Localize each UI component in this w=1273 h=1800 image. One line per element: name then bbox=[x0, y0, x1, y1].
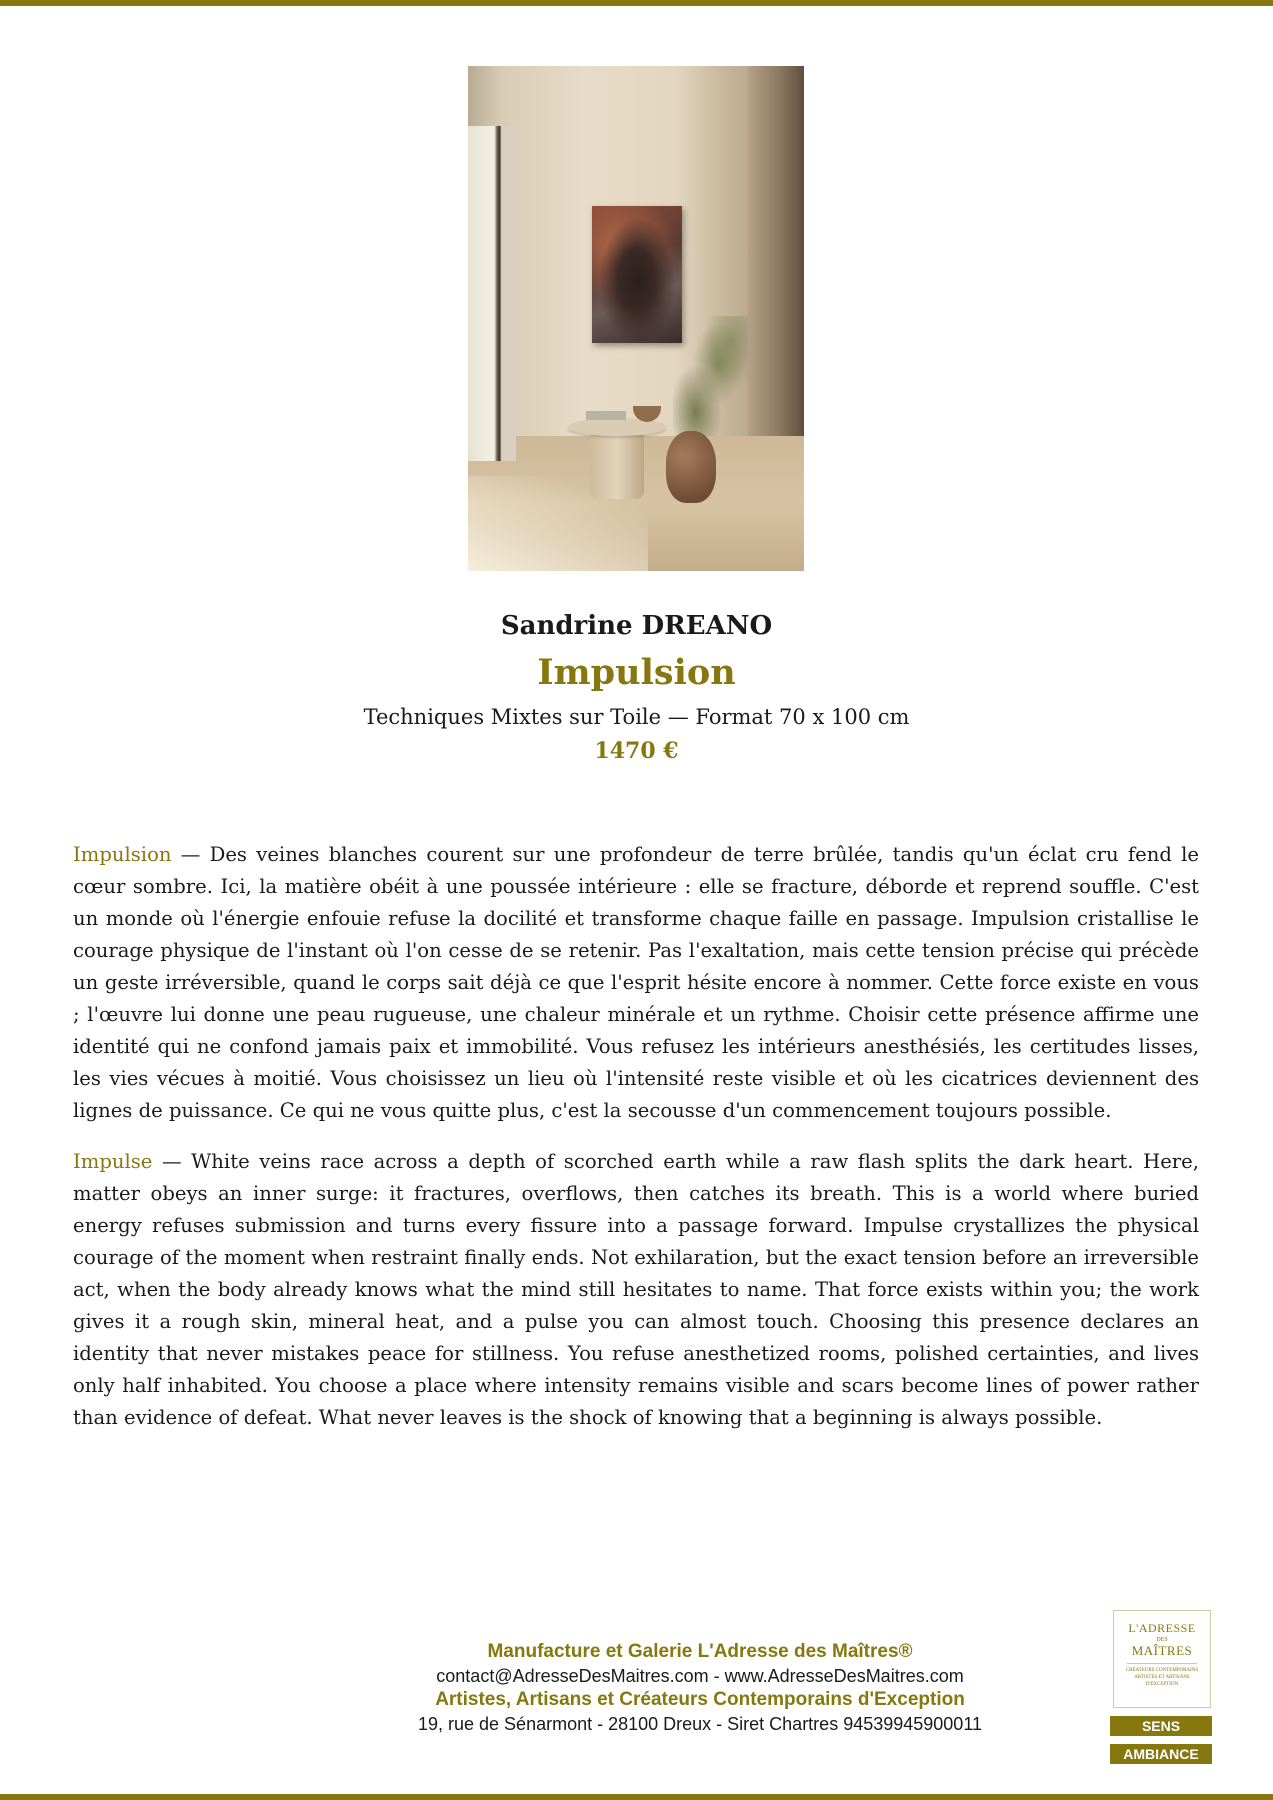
photo-vase bbox=[666, 431, 716, 503]
photo-books bbox=[586, 411, 626, 420]
gallery-logo bbox=[1113, 1610, 1211, 1708]
description-fr-text: — Des veines blanches courent sur une profondeur de terre brûlée, tandis qu'un éclat cru fend le cœur sombre. Ici, la matière obéit à une poussée intérieure : elle se fracture, déborde et reprend souffle. C'est un monde où l'énergie enfouie refuse la docilité et transforme chaque faille en passage. Impulsion cristallise le courage physique de l'instant où l'on cesse de se retenir. Pas l'exaltation, mais cette tension précise qui précède un geste irréversible, quand le corps sait déjà ce que l'esprit hésite encore à nommer. Cette force existe en vous ; l'œuvre lui donne une peau rugueuse, une chaleur minérale et un rythme. Choisir cette présence affirme une identité qui ne confond jamais paix et immobilité. Vous refusez les intérieurs anesthésiés, les certitudes lisses, les vies vécues à moitié. Vous choisissez un lieu où l'intensité reste visible et où les cicatrices deviennent des lignes de puissance. Ce qui ne vous quitte plus, c'est la secousse d'un commencement toujours possible. bbox=[73, 843, 1199, 1122]
photo-glass-door bbox=[468, 126, 516, 461]
photo-wall-pillar bbox=[748, 66, 804, 436]
description-fr bbox=[73, 839, 1199, 1127]
logo-line-2: DES bbox=[1156, 1637, 1168, 1643]
footer-address: 19, rue de Sénarmont - 28100 Dreux - Siret Chartres 94539945900011 bbox=[417, 1714, 983, 1734]
photo-side-table-base bbox=[590, 431, 644, 499]
tag-sens: SENS bbox=[1110, 1716, 1212, 1736]
description-en-text: — White veins race across a depth of scorched earth while a raw flash splits the dark heart. Here, matter obeys an inner surge: it fractures, overflows, then catches its breath. This is a world where buried energy refuses submission and turns every fissure into a passage forward. Impulse crystallizes the physical courage of the moment when restraint finally ends. Not exhilaration, but the exact tension before an irreversible act, when the body already knows what the mind still hesitates to name. That force exists within you; the work gives it a rough skin, mineral heat, and a pulse you can almost touch. Choosing this presence declares an identity that never mistakes peace for stillness. You refuse anesthetized rooms, polished certainties, and lives only half inhabited. You choose a place where intensity remains visible and scars become lines of power rather than evidence of defeat. What never leaves is the shock of knowing that a beginning is always possible. bbox=[73, 1150, 1199, 1429]
description-en bbox=[73, 1146, 1199, 1434]
artist-name: Sandrine DREANO bbox=[500, 611, 773, 641]
description-fr-keyword: Impulsion bbox=[73, 843, 172, 866]
photo-painting bbox=[592, 206, 682, 343]
bottom-border bbox=[0, 1794, 1273, 1800]
logo-line-4: CRÉATEURS CONTEMPORAINS ARTISTES ET ARTISANS D'EXCEPTION bbox=[1125, 1668, 1199, 1687]
logo-divider bbox=[1127, 1663, 1197, 1664]
top-border bbox=[0, 0, 1273, 6]
footer-gallery-name: Manufacture et Galerie L'Adresse des Maîtres® bbox=[487, 1641, 913, 1662]
footer bbox=[300, 1640, 1100, 1736]
artwork-title: Impulsion bbox=[537, 652, 736, 693]
description-en-keyword: Impulse bbox=[73, 1150, 153, 1173]
photo-olive-branches bbox=[673, 316, 748, 436]
artwork-photo bbox=[468, 66, 804, 571]
footer-contact: contact@AdresseDesMaitres.com - www.AdresseDesMaitres.com bbox=[436, 1666, 964, 1686]
tag-ambiance: AMBIANCE bbox=[1110, 1744, 1212, 1764]
artwork-specs: Techniques Mixtes sur Toile — Format 70 x 100 cm bbox=[363, 705, 910, 729]
footer-tagline: Artistes, Artisans et Créateurs Contemporains d'Exception bbox=[435, 1689, 965, 1710]
logo-line-1: L'ADRESSE bbox=[1128, 1621, 1196, 1635]
artwork-price: 1470 € bbox=[594, 738, 679, 764]
logo-line-3: MAÎTRES bbox=[1131, 1643, 1193, 1658]
